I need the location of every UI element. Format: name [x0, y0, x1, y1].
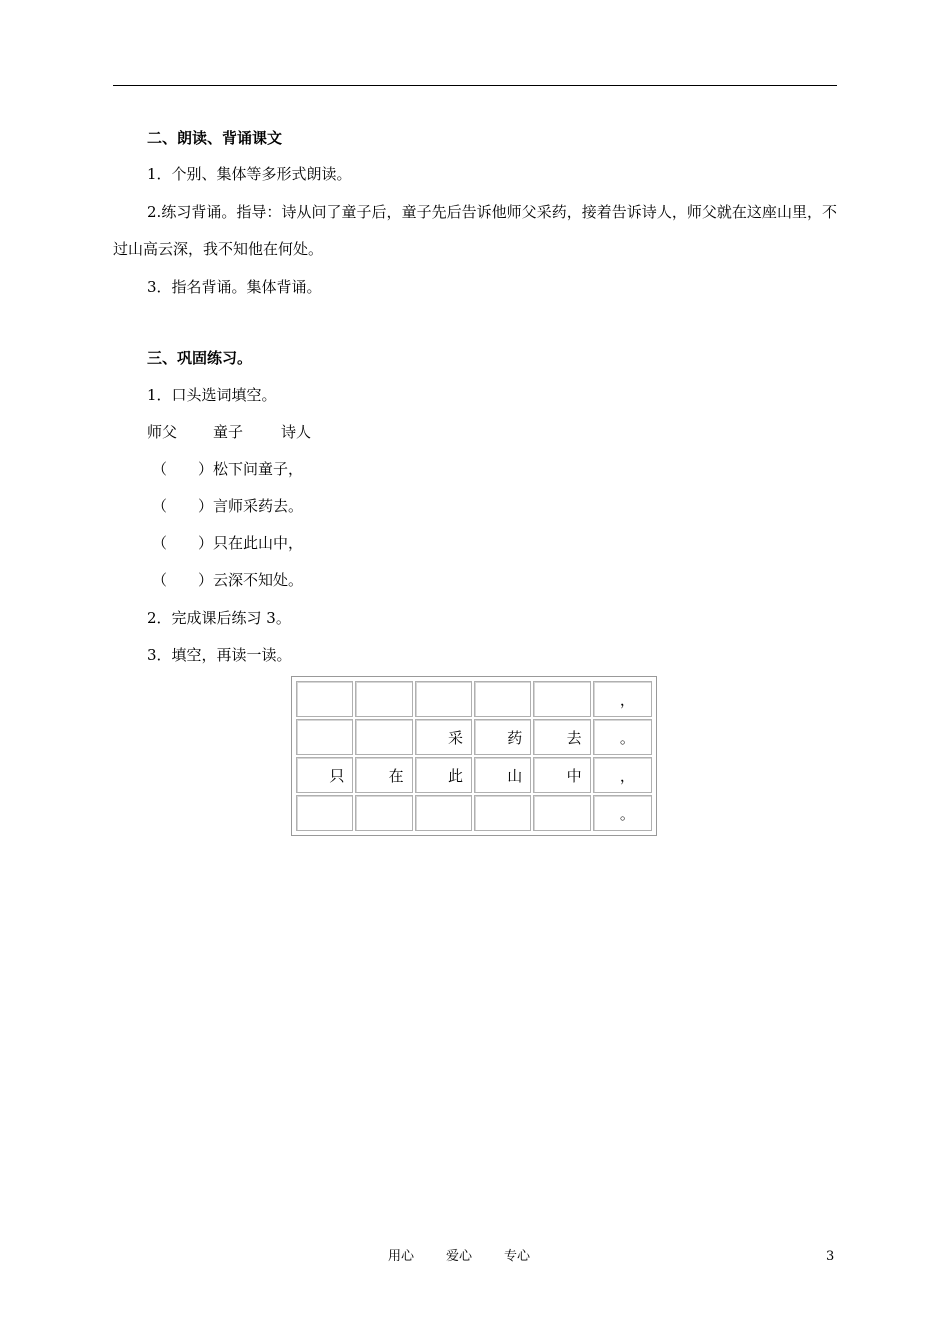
grid-row [296, 681, 652, 717]
footer-motto [388, 1248, 530, 1266]
poem-fill-grid [291, 676, 657, 836]
grid-cell [296, 681, 353, 717]
grid-cell: 去 [533, 719, 590, 755]
section2-item2: 2.练习背诵。指导：诗从问了童子后，童子先后告诉他师父采药，接着告诉诗人，师父就在这座山里，不过山高云深，我不知他在何处。 [113, 203, 837, 258]
close-paren: ） [198, 571, 214, 589]
close-paren: ） [198, 534, 214, 552]
section3-item1: 1．口头选词填空。 [147, 386, 277, 404]
blank-line-2 [152, 496, 303, 516]
section3-item3: 3．填空，再读一读。 [147, 646, 292, 664]
grid-cell: 药 [474, 719, 531, 755]
footer-word: 用心 [388, 1249, 415, 1264]
section2-item3: 3．指名背诵。集体背诵。 [147, 278, 322, 296]
grid-row [296, 757, 652, 793]
section2-heading: 二、朗读、背诵课文 [147, 129, 283, 147]
grid-cell: 采 [415, 719, 472, 755]
section2-item1: 1．个别、集体等多形式朗读。 [147, 165, 352, 183]
grid-cell-punct: 。 [593, 795, 652, 831]
open-paren: （ [152, 571, 168, 589]
close-paren: ） [198, 497, 214, 515]
grid-cell [533, 795, 590, 831]
grid-cell [296, 719, 353, 755]
grid-cell: 此 [415, 757, 472, 793]
section3-heading: 三、巩固练习。 [147, 349, 253, 367]
grid-cell [355, 795, 412, 831]
grid-cell [355, 681, 412, 717]
word-choices [147, 422, 311, 442]
footer-word: 专心 [504, 1249, 531, 1264]
grid-cell [415, 681, 472, 717]
grid-cell [474, 681, 531, 717]
grid-cell: 山 [474, 757, 531, 793]
grid-row [296, 795, 652, 831]
grid-cell [533, 681, 590, 717]
grid-cell [415, 795, 472, 831]
word-choice: 诗人 [281, 423, 312, 441]
blank-text: 只在此山中， [213, 534, 304, 552]
blank-text: 云深不知处。 [213, 571, 304, 589]
word-choice: 师父 [147, 423, 178, 441]
grid-cell [355, 719, 412, 755]
open-paren: （ [152, 534, 168, 552]
grid-cell-punct: ， [593, 757, 652, 793]
blank-text: 言师采药去。 [213, 497, 304, 515]
blank-line-4 [152, 570, 303, 590]
grid-cell [474, 795, 531, 831]
header-rule [113, 85, 837, 86]
open-paren: （ [152, 497, 168, 515]
open-paren: （ [152, 460, 168, 478]
grid-cell [296, 795, 353, 831]
footer-word: 爱心 [446, 1249, 473, 1264]
blank-text: 松下问童子， [213, 460, 304, 478]
grid-row [296, 719, 652, 755]
blank-line-1 [152, 459, 303, 479]
poem-grid-table [294, 679, 654, 833]
grid-cell: 在 [355, 757, 412, 793]
grid-cell: 只 [296, 757, 353, 793]
grid-cell: 中 [533, 757, 590, 793]
section3-item2: 2．完成课后练习 3。 [147, 609, 291, 627]
blank-line-3 [152, 533, 303, 553]
grid-cell-punct: 。 [593, 719, 652, 755]
page-number: 3 [826, 1249, 835, 1264]
word-choice: 童子 [213, 423, 244, 441]
grid-cell-punct: ， [593, 681, 652, 717]
close-paren: ） [198, 460, 214, 478]
